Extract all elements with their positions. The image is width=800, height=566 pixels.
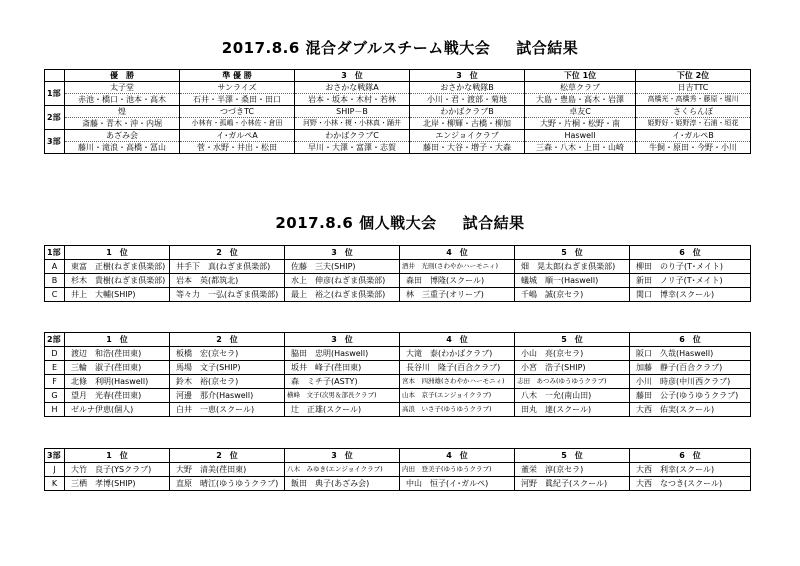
group-label: F — [45, 375, 65, 389]
rank-header-cell: 3 位 — [285, 449, 400, 463]
player-cell: 八木 みゆき(エンジョイクラブ) — [285, 463, 400, 477]
rank-header-cell: 1 位 — [65, 449, 170, 463]
player-cell: 大西 佑実(スクール) — [630, 403, 751, 417]
rank-header-cell: 2 位 — [170, 449, 285, 463]
player-cell: 杉木 貴樹(ねぎま倶楽部) — [65, 274, 170, 288]
rank-header-cell: 5 位 — [515, 449, 630, 463]
team-name-cell: わかばクラブC — [295, 130, 410, 142]
team-name-cell: さくらんぼ — [636, 106, 751, 118]
group-label: C — [45, 288, 65, 302]
team-members-cell: 菅・水野・井出・松田 — [180, 142, 295, 154]
player-cell: 望月 光春(荏田東) — [65, 389, 170, 403]
team-members-row — [45, 94, 751, 106]
team-members-cell: 石井・半澤・桑田・田口 — [180, 94, 295, 106]
team-members-cell: 赤池・橋口・池本・高木 — [65, 94, 180, 106]
rank-header-cell: 4 位 — [400, 449, 515, 463]
player-cell: 佐藤 三夫(SHIP) — [285, 260, 400, 274]
team-members-cell: 牛飼・原田・今野・小川 — [636, 142, 751, 154]
team-event-result-label: 試合結果 — [516, 39, 579, 57]
team-members-cell: 北岸・柳輝・古橋・柳加 — [410, 118, 525, 130]
team-members-cell: 岩本・坂本・木村・若林 — [295, 94, 410, 106]
team-header-cell: 優 勝 — [65, 70, 180, 82]
player-cell: 板橋 宏(京セラ) — [170, 347, 285, 361]
player-cell: 横峰 文子(次男＆部長クラブ) — [285, 389, 400, 403]
rank-header-cell: 5 位 — [515, 333, 630, 347]
player-cell: 畑 晃太郎(ねぎま倶楽部) — [515, 260, 630, 274]
team-name-cell: イ･ガルペB — [636, 130, 751, 142]
individual-header-row — [45, 246, 751, 260]
team-name-cell: SHIP－B — [295, 106, 410, 118]
team-header-cell: 下位 2位 — [636, 70, 751, 82]
individual-event-result-label: 試合結果 — [462, 214, 525, 232]
table-row — [45, 274, 751, 288]
player-cell: 関口 博幸(スクール) — [630, 288, 751, 302]
player-cell: 坂井 峰子(荏田東) — [285, 361, 400, 375]
player-cell: 白井 一恵(スクール) — [170, 403, 285, 417]
player-cell: 大竹 良子(YSクラブ) — [65, 463, 170, 477]
player-cell: 小川 時彦(中川西クラブ) — [630, 375, 751, 389]
table-row — [45, 403, 751, 417]
player-cell: 小山 亮(京セラ) — [515, 347, 630, 361]
team-event-name: 混合ダブルスチーム戦大会 — [305, 39, 491, 57]
team-name-cell: サンライズ — [180, 82, 295, 94]
team-row — [45, 106, 751, 118]
player-cell: 宮本 四洲雄(さわやかハーモニィ) — [400, 375, 515, 389]
team-row — [45, 82, 751, 94]
player-cell: 大西 なつき(スクール) — [630, 477, 751, 491]
group-label: E — [45, 361, 65, 375]
team-members-cell: 高橋光・高橋秀・藤原・堀川 — [636, 94, 751, 106]
player-cell: 岩本 英(都筑北) — [170, 274, 285, 288]
team-name-cell: 日吉TTC — [636, 82, 751, 94]
player-cell: 等々力 一弘(ねぎま倶楽部) — [170, 288, 285, 302]
table-row — [45, 477, 751, 491]
player-cell: 北條 利明(Haswell) — [65, 375, 170, 389]
team-members-cell: 藤川・滝浪・高橋・冨山 — [65, 142, 180, 154]
player-cell: 直原 晴江(ゆうゆうクラブ) — [170, 477, 285, 491]
team-members-cell: 大島・豊島・高木・岩澤 — [525, 94, 636, 106]
table-row — [45, 463, 751, 477]
team-event-date: 2017.8.6 — [221, 39, 300, 57]
team-header-cell: 3 位 — [295, 70, 410, 82]
division-label: 2部 — [45, 333, 65, 347]
team-members-cell: 早川・大澤・富澤・志賀 — [295, 142, 410, 154]
player-cell: 加藤 静子(百合クラブ) — [630, 361, 751, 375]
player-cell: 阪口 久哉(Haswell) — [630, 347, 751, 361]
team-results-table — [44, 69, 751, 154]
individual-header-row — [45, 449, 751, 463]
team-members-row — [45, 142, 751, 154]
team-members-cell: 藤田・大谷・増子・大森 — [410, 142, 525, 154]
player-cell: ゼルナ伊恵(個人) — [65, 403, 170, 417]
division-label: 1部 — [45, 246, 65, 260]
group-label: G — [45, 389, 65, 403]
player-cell: 八木 一允(南山田) — [515, 389, 630, 403]
rank-header-cell: 2 位 — [170, 246, 285, 260]
team-members-cell: 小林有・孤嶋・小林佐・倉田 — [180, 118, 295, 130]
player-cell: 脇田 忠明(Haswell) — [285, 347, 400, 361]
rank-header-cell: 4 位 — [400, 246, 515, 260]
individual-event-date: 2017.8.6 — [275, 214, 354, 232]
rank-header-cell: 1 位 — [65, 246, 170, 260]
rank-header-cell: 6 位 — [630, 333, 751, 347]
table-row — [45, 375, 751, 389]
team-name-cell: おさかな戦隊A — [295, 82, 410, 94]
rank-header-cell: 1 位 — [65, 333, 170, 347]
player-cell: 水上 伸彦(ねぎま倶楽部) — [285, 274, 400, 288]
team-name-cell: エンジョイクラブ — [410, 130, 525, 142]
team-name-cell: あざみ会 — [65, 130, 180, 142]
table-row — [45, 361, 751, 375]
division-label: 3部 — [45, 130, 65, 154]
team-header-cell: 3 位 — [410, 70, 525, 82]
division-label: 1部 — [45, 82, 65, 106]
team-name-cell: おさかな戦隊B — [410, 82, 525, 94]
player-cell: 蟻城 順一(Haswell) — [515, 274, 630, 288]
header-blank-cell — [45, 70, 65, 82]
team-header-cell: 下位 1位 — [525, 70, 636, 82]
player-cell: 田丸 達(スクール) — [515, 403, 630, 417]
team-members-cell: 大野・片桐・松野・南 — [525, 118, 636, 130]
team-members-cell: 姫野好・姫野淳・石浦・垣花 — [636, 118, 751, 130]
player-cell: 千嶋 誠(京セラ) — [515, 288, 630, 302]
team-members-row — [45, 118, 751, 130]
team-name-cell: 煌 — [65, 106, 180, 118]
player-cell: 大西 利幸(スクール) — [630, 463, 751, 477]
player-cell: 東富 正樹(ねぎま倶楽部) — [65, 260, 170, 274]
player-cell: 長谷川 隆子(百合クラブ) — [400, 361, 515, 375]
player-cell: 井上 大輔(SHIP) — [65, 288, 170, 302]
player-cell: 新田 ノリ子(T･メイト) — [630, 274, 751, 288]
team-row — [45, 130, 751, 142]
player-cell: 内田 登美子(ゆうゆうクラブ) — [400, 463, 515, 477]
player-cell: 中山 恒子(イ･ガルペ) — [400, 477, 515, 491]
player-cell: 高浪 いさ子(ゆうゆうクラブ) — [400, 403, 515, 417]
individual-header-row — [45, 333, 751, 347]
team-event-title — [0, 37, 800, 58]
team-members-cell: 斎藤・青木・沖・内堀 — [65, 118, 180, 130]
group-label: J — [45, 463, 65, 477]
player-cell: 森 ミチ子(ASTY) — [285, 375, 400, 389]
team-name-cell: 太子堂 — [65, 82, 180, 94]
rank-header-cell: 6 位 — [630, 449, 751, 463]
player-cell: 河邊 那介(Haswell) — [170, 389, 285, 403]
player-cell: 林 三重子(オリーブ) — [400, 288, 515, 302]
group-label: A — [45, 260, 65, 274]
player-cell: 酒井 光則(さわやかハーモニィ) — [400, 260, 515, 274]
team-members-cell: 三森・八木・上田・山崎 — [525, 142, 636, 154]
individual-event-title — [0, 212, 800, 233]
group-label: B — [45, 274, 65, 288]
rank-header-cell: 5 位 — [515, 246, 630, 260]
player-cell: 馬場 文子(SHIP) — [170, 361, 285, 375]
table-row — [45, 260, 751, 274]
player-cell: 井手下 真(ねぎま倶楽部) — [170, 260, 285, 274]
player-cell: 小宮 浩子(SHIP) — [515, 361, 630, 375]
player-cell: 志田 あつみ(ゆうゆうクラブ) — [515, 375, 630, 389]
table-row — [45, 347, 751, 361]
player-cell: 三栖 孝博(SHIP) — [65, 477, 170, 491]
player-cell: 渡辺 和浩(荏田東) — [65, 347, 170, 361]
group-label: K — [45, 477, 65, 491]
division-label: 3部 — [45, 449, 65, 463]
player-cell: 柳田 のり子(T･メイト) — [630, 260, 751, 274]
rank-header-cell: 4 位 — [400, 333, 515, 347]
group-label: H — [45, 403, 65, 417]
team-name-cell: イ･ガルペA — [180, 130, 295, 142]
player-cell: 大野 清美(荏田東) — [170, 463, 285, 477]
player-cell: 飯田 典子(あざみ会) — [285, 477, 400, 491]
team-name-cell: つづきTC — [180, 106, 295, 118]
team-header-cell: 準 優 勝 — [180, 70, 295, 82]
player-cell: 藤田 公子(ゆうゆうクラブ) — [630, 389, 751, 403]
team-members-cell: 小川・君・渡部・菊地 — [410, 94, 525, 106]
individual-results-table-div2 — [44, 332, 751, 417]
player-cell: 山本 京子(エンジョイクラブ) — [400, 389, 515, 403]
player-cell: 最上 裕之(ねぎま倶楽部) — [285, 288, 400, 302]
division-label: 2部 — [45, 106, 65, 130]
group-label: D — [45, 347, 65, 361]
player-cell: 森田 博隆(スクール) — [400, 274, 515, 288]
team-name-cell: 松草クラブ — [525, 82, 636, 94]
table-row — [45, 288, 751, 302]
player-cell: 董栄 淳(京セラ) — [515, 463, 630, 477]
rank-header-cell: 2 位 — [170, 333, 285, 347]
player-cell: 鈴木 裕(京セラ) — [170, 375, 285, 389]
player-cell: 辻 正雄(スクール) — [285, 403, 400, 417]
team-name-cell: 卓友C — [525, 106, 636, 118]
team-header-row — [45, 70, 751, 82]
rank-header-cell: 3 位 — [285, 246, 400, 260]
rank-header-cell: 6 位 — [630, 246, 751, 260]
individual-results-table-div1 — [44, 245, 751, 302]
team-name-cell: Haswell — [525, 130, 636, 142]
individual-results-table-div3 — [44, 448, 751, 491]
team-members-cell: 河野・小林・榎・小林真・踊井 — [295, 118, 410, 130]
rank-header-cell: 3 位 — [285, 333, 400, 347]
table-row — [45, 389, 751, 403]
team-name-cell: わかばクラブB — [410, 106, 525, 118]
player-cell: 三輪 淑子(荏田東) — [65, 361, 170, 375]
player-cell: 大滝 泰(わかばクラブ) — [400, 347, 515, 361]
player-cell: 河野 眞紀子(スクール) — [515, 477, 630, 491]
individual-event-name: 個人戦大会 — [359, 214, 437, 232]
